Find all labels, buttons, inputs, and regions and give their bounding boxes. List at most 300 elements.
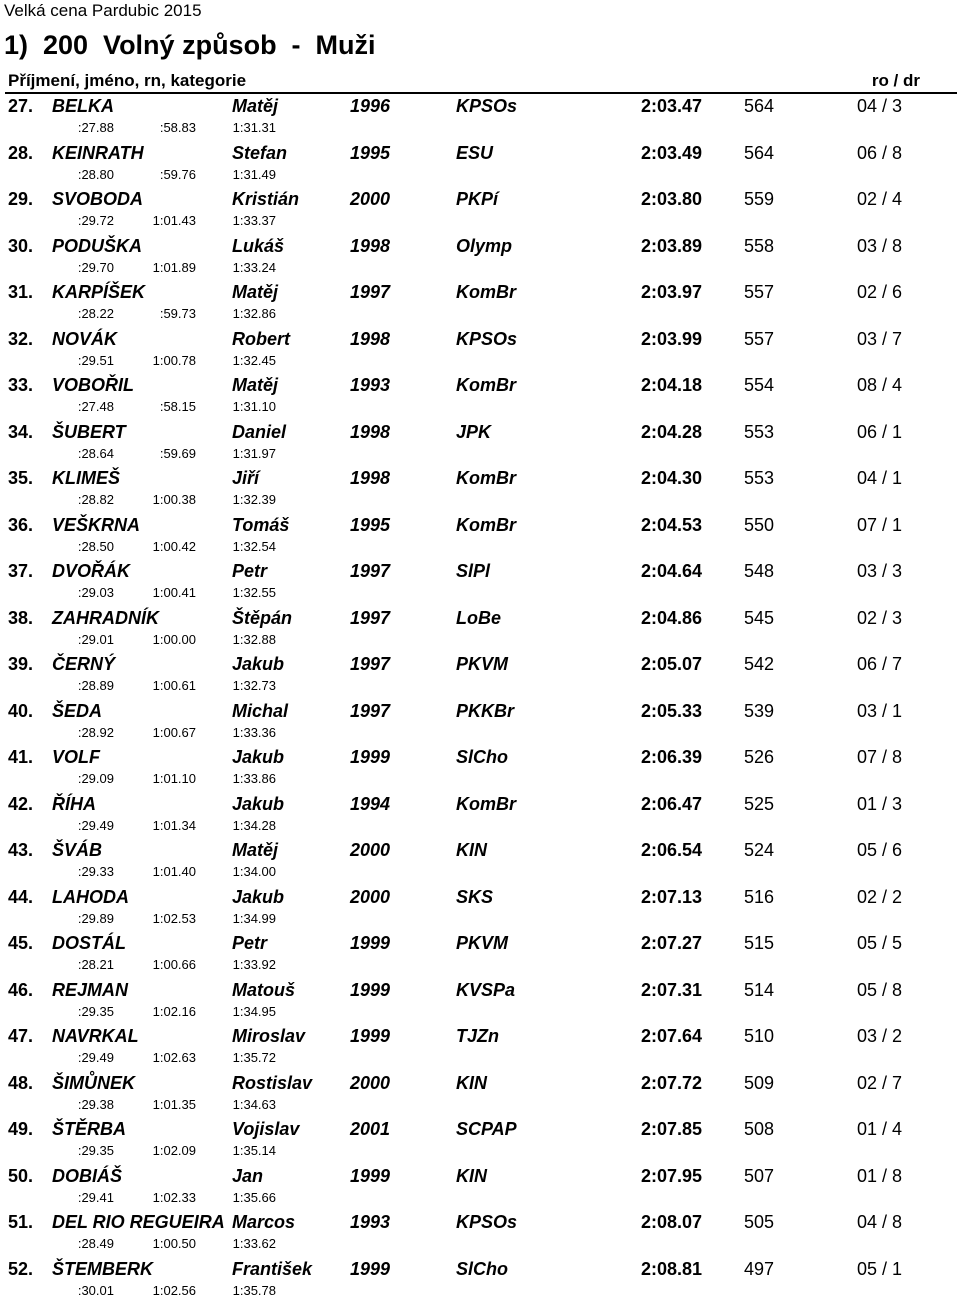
result-main-line (0, 793, 960, 817)
result-splits (0, 1283, 960, 1299)
result-main-line (0, 328, 960, 352)
result-birth-year: 1998 (350, 422, 390, 443)
result-surname: KARPÍŠEK (52, 282, 145, 303)
result-main-line (0, 1118, 960, 1142)
result-main-line (0, 421, 960, 445)
result-time: 2:03.97 (562, 282, 702, 303)
result-rank: 48. (8, 1073, 33, 1094)
result-splits (0, 213, 960, 229)
result-club: Olymp (456, 236, 512, 257)
result-splits (0, 399, 960, 415)
result-points: 516 (744, 887, 774, 908)
split-time-1: :29.51 (62, 353, 114, 368)
result-heat-lane: 06 / 7 (857, 654, 902, 675)
result-surname: DOBIÁŠ (52, 1166, 122, 1187)
result-rank: 38. (8, 608, 33, 629)
result-time: 2:08.07 (562, 1212, 702, 1233)
split-time-2: 1:00.42 (140, 539, 196, 554)
result-first-name: Tomáš (232, 515, 289, 536)
result-birth-year: 1996 (350, 96, 390, 117)
result-club: SlCho (456, 1259, 508, 1280)
result-club: KomBr (456, 282, 516, 303)
result-heat-lane: 04 / 3 (857, 96, 902, 117)
result-points: 545 (744, 608, 774, 629)
split-time-3: 1:35.66 (222, 1190, 276, 1205)
result-points: 559 (744, 189, 774, 210)
result-splits (0, 818, 960, 834)
result-points: 554 (744, 375, 774, 396)
result-club: KIN (456, 1166, 487, 1187)
result-time: 2:04.18 (562, 375, 702, 396)
result-birth-year: 1999 (350, 747, 390, 768)
result-splits (0, 725, 960, 741)
result-first-name: Rostislav (232, 1073, 312, 1094)
result-club: SlCho (456, 747, 508, 768)
result-birth-year: 1999 (350, 933, 390, 954)
result-main-line (0, 607, 960, 631)
result-first-name: František (232, 1259, 312, 1280)
result-points: 497 (744, 1259, 774, 1280)
split-time-2: 1:02.63 (140, 1050, 196, 1065)
result-surname: ŠVÁB (52, 840, 102, 861)
result-rank: 46. (8, 980, 33, 1001)
split-time-2: :59.69 (140, 446, 196, 461)
split-time-2: 1:00.66 (140, 957, 196, 972)
result-entry (0, 328, 960, 375)
result-splits (0, 1190, 960, 1206)
split-time-2: :59.76 (140, 167, 196, 182)
result-splits (0, 120, 960, 136)
result-birth-year: 1997 (350, 282, 390, 303)
result-rank: 40. (8, 701, 33, 722)
result-birth-year: 1997 (350, 701, 390, 722)
result-main-line (0, 281, 960, 305)
result-splits (0, 1236, 960, 1252)
split-time-3: 1:32.73 (222, 678, 276, 693)
result-rank: 34. (8, 422, 33, 443)
result-entry (0, 1211, 960, 1258)
result-time: 2:07.72 (562, 1073, 702, 1094)
result-club: KIN (456, 1073, 487, 1094)
result-birth-year: 1993 (350, 375, 390, 396)
result-time: 2:03.80 (562, 189, 702, 210)
result-points: 525 (744, 794, 774, 815)
result-entry (0, 142, 960, 189)
page-header-title: Velká cena Pardubic 2015 (4, 1, 202, 21)
result-main-line (0, 467, 960, 491)
result-main-line (0, 95, 960, 119)
result-heat-lane: 01 / 4 (857, 1119, 902, 1140)
result-first-name: Petr (232, 933, 267, 954)
result-time: 2:04.30 (562, 468, 702, 489)
split-time-3: 1:31.49 (222, 167, 276, 182)
split-time-3: 1:32.45 (222, 353, 276, 368)
result-splits (0, 1143, 960, 1159)
result-heat-lane: 03 / 3 (857, 561, 902, 582)
split-time-1: :29.01 (62, 632, 114, 647)
result-first-name: Matěj (232, 375, 278, 396)
split-time-3: 1:31.31 (222, 120, 276, 135)
result-surname: KEINRATH (52, 143, 144, 164)
result-heat-lane: 08 / 4 (857, 375, 902, 396)
result-entry (0, 560, 960, 607)
result-club: SKS (456, 887, 493, 908)
result-time: 2:07.95 (562, 1166, 702, 1187)
result-main-line (0, 979, 960, 1003)
result-heat-lane: 05 / 1 (857, 1259, 902, 1280)
result-entry (0, 1258, 960, 1304)
result-surname: VOBOŘIL (52, 375, 134, 396)
result-surname: KLIMEŠ (52, 468, 120, 489)
result-entry (0, 281, 960, 328)
result-entry (0, 979, 960, 1026)
result-points: 507 (744, 1166, 774, 1187)
result-points: 558 (744, 236, 774, 257)
split-time-1: :28.92 (62, 725, 114, 740)
result-rank: 35. (8, 468, 33, 489)
result-birth-year: 2000 (350, 1073, 390, 1094)
result-splits (0, 585, 960, 601)
result-first-name: Daniel (232, 422, 286, 443)
result-rank: 45. (8, 933, 33, 954)
result-rank: 49. (8, 1119, 33, 1140)
split-time-2: 1:00.67 (140, 725, 196, 740)
result-birth-year: 1997 (350, 561, 390, 582)
result-points: 505 (744, 1212, 774, 1233)
result-rank: 36. (8, 515, 33, 536)
column-header-right: ro / dr (872, 71, 920, 91)
result-points: 548 (744, 561, 774, 582)
result-surname: ŠTEMBERK (52, 1259, 153, 1280)
split-time-3: 1:32.39 (222, 492, 276, 507)
result-rank: 42. (8, 794, 33, 815)
result-club: KPSOs (456, 1212, 517, 1233)
result-surname: NAVRKAL (52, 1026, 139, 1047)
split-time-2: :58.83 (140, 120, 196, 135)
result-club: KomBr (456, 794, 516, 815)
split-time-1: :28.89 (62, 678, 114, 693)
result-rank: 31. (8, 282, 33, 303)
result-heat-lane: 05 / 6 (857, 840, 902, 861)
result-first-name: Matěj (232, 282, 278, 303)
result-points: 557 (744, 329, 774, 350)
result-time: 2:05.33 (562, 701, 702, 722)
split-time-3: 1:34.63 (222, 1097, 276, 1112)
result-main-line (0, 886, 960, 910)
result-surname: ŠEDA (52, 701, 102, 722)
result-entry (0, 793, 960, 840)
result-splits (0, 864, 960, 880)
result-time: 2:07.85 (562, 1119, 702, 1140)
result-main-line (0, 839, 960, 863)
result-points: 539 (744, 701, 774, 722)
result-birth-year: 1998 (350, 236, 390, 257)
result-birth-year: 1997 (350, 654, 390, 675)
result-first-name: Petr (232, 561, 267, 582)
result-splits (0, 911, 960, 927)
split-time-3: 1:31.97 (222, 446, 276, 461)
result-time: 2:07.31 (562, 980, 702, 1001)
split-time-2: :59.73 (140, 306, 196, 321)
result-points: 524 (744, 840, 774, 861)
split-time-2: 1:02.56 (140, 1283, 196, 1298)
result-entry (0, 839, 960, 886)
result-rank: 39. (8, 654, 33, 675)
split-time-1: :29.49 (62, 818, 114, 833)
result-rank: 41. (8, 747, 33, 768)
split-time-1: :29.03 (62, 585, 114, 600)
result-time: 2:04.28 (562, 422, 702, 443)
result-club: KomBr (456, 375, 516, 396)
result-club: PKVM (456, 654, 508, 675)
result-points: 553 (744, 422, 774, 443)
result-time: 2:05.07 (562, 654, 702, 675)
result-points: 557 (744, 282, 774, 303)
result-birth-year: 1999 (350, 980, 390, 1001)
result-first-name: Kristián (232, 189, 299, 210)
result-splits (0, 260, 960, 276)
split-time-3: 1:33.37 (222, 213, 276, 228)
result-club: LoBe (456, 608, 501, 629)
result-club: ESU (456, 143, 493, 164)
result-heat-lane: 02 / 3 (857, 608, 902, 629)
result-first-name: Miroslav (232, 1026, 305, 1047)
split-time-1: :28.50 (62, 539, 114, 554)
result-birth-year: 2000 (350, 887, 390, 908)
split-time-1: :28.64 (62, 446, 114, 461)
result-main-line (0, 653, 960, 677)
result-time: 2:04.53 (562, 515, 702, 536)
result-surname: LAHODA (52, 887, 129, 908)
result-time: 2:03.99 (562, 329, 702, 350)
split-time-1: :29.70 (62, 260, 114, 275)
result-splits (0, 957, 960, 973)
result-time: 2:08.81 (562, 1259, 702, 1280)
result-splits (0, 771, 960, 787)
result-heat-lane: 05 / 5 (857, 933, 902, 954)
result-club: PKVM (456, 933, 508, 954)
split-time-3: 1:33.36 (222, 725, 276, 740)
result-surname: BELKA (52, 96, 114, 117)
result-rank: 44. (8, 887, 33, 908)
result-surname: DVOŘÁK (52, 561, 130, 582)
split-time-1: :28.82 (62, 492, 114, 507)
result-heat-lane: 03 / 1 (857, 701, 902, 722)
result-main-line (0, 1072, 960, 1096)
result-splits (0, 306, 960, 322)
result-points: 514 (744, 980, 774, 1001)
result-entry (0, 95, 960, 142)
result-heat-lane: 07 / 1 (857, 515, 902, 536)
split-time-1: :29.33 (62, 864, 114, 879)
result-main-line (0, 700, 960, 724)
result-entry (0, 467, 960, 514)
result-birth-year: 1995 (350, 143, 390, 164)
result-rank: 47. (8, 1026, 33, 1047)
result-splits (0, 678, 960, 694)
result-entry (0, 653, 960, 700)
result-entry (0, 1118, 960, 1165)
split-time-2: 1:01.34 (140, 818, 196, 833)
split-time-1: :29.38 (62, 1097, 114, 1112)
result-splits (0, 446, 960, 462)
result-main-line (0, 746, 960, 770)
result-entry (0, 235, 960, 282)
result-birth-year: 1999 (350, 1259, 390, 1280)
result-surname: ZAHRADNÍK (52, 608, 159, 629)
result-time: 2:03.47 (562, 96, 702, 117)
split-time-1: :29.41 (62, 1190, 114, 1205)
split-time-1: :29.89 (62, 911, 114, 926)
result-rank: 52. (8, 1259, 33, 1280)
result-points: 553 (744, 468, 774, 489)
split-time-1: :28.22 (62, 306, 114, 321)
split-time-3: 1:34.28 (222, 818, 276, 833)
result-first-name: Jakub (232, 794, 284, 815)
result-time: 2:03.89 (562, 236, 702, 257)
result-birth-year: 1995 (350, 515, 390, 536)
result-first-name: Stefan (232, 143, 287, 164)
result-club: KomBr (456, 468, 516, 489)
result-entry (0, 188, 960, 235)
result-birth-year: 1999 (350, 1026, 390, 1047)
result-first-name: Michal (232, 701, 288, 722)
result-first-name: Robert (232, 329, 290, 350)
result-main-line (0, 514, 960, 538)
result-entry (0, 1165, 960, 1212)
result-surname: DEL RIO REGUEIRA (52, 1212, 225, 1233)
result-birth-year: 1998 (350, 329, 390, 350)
result-surname: ŠTĚRBA (52, 1119, 126, 1140)
result-splits (0, 353, 960, 369)
result-heat-lane: 02 / 2 (857, 887, 902, 908)
result-heat-lane: 02 / 6 (857, 282, 902, 303)
result-birth-year: 2000 (350, 189, 390, 210)
split-time-3: 1:35.72 (222, 1050, 276, 1065)
split-time-3: 1:32.55 (222, 585, 276, 600)
split-time-2: 1:01.40 (140, 864, 196, 879)
split-time-2: 1:01.43 (140, 213, 196, 228)
split-time-1: :29.35 (62, 1004, 114, 1019)
result-surname: VOLF (52, 747, 100, 768)
result-heat-lane: 01 / 8 (857, 1166, 902, 1187)
result-birth-year: 1999 (350, 1166, 390, 1187)
result-club: SlPl (456, 561, 490, 582)
result-points: 564 (744, 96, 774, 117)
result-time: 2:07.27 (562, 933, 702, 954)
result-rank: 28. (8, 143, 33, 164)
split-time-2: 1:02.53 (140, 911, 196, 926)
result-club: JPK (456, 422, 491, 443)
header-divider (5, 92, 957, 94)
result-surname: VEŠKRNA (52, 515, 140, 536)
result-rank: 43. (8, 840, 33, 861)
result-points: 515 (744, 933, 774, 954)
split-time-1: :27.88 (62, 120, 114, 135)
result-surname: PODUŠKA (52, 236, 142, 257)
result-heat-lane: 01 / 3 (857, 794, 902, 815)
column-header-left: Příjmení, jméno, rn, kategorie (8, 71, 246, 90)
result-heat-lane: 04 / 1 (857, 468, 902, 489)
result-splits (0, 1097, 960, 1113)
result-heat-lane: 04 / 8 (857, 1212, 902, 1233)
result-heat-lane: 03 / 2 (857, 1026, 902, 1047)
result-entry (0, 421, 960, 468)
result-main-line (0, 1025, 960, 1049)
result-surname: DOSTÁL (52, 933, 126, 954)
result-first-name: Jakub (232, 887, 284, 908)
result-first-name: Jiří (232, 468, 259, 489)
result-splits (0, 1050, 960, 1066)
result-club: KPSOs (456, 329, 517, 350)
result-points: 508 (744, 1119, 774, 1140)
split-time-2: 1:00.41 (140, 585, 196, 600)
result-splits (0, 492, 960, 508)
split-time-1: :29.35 (62, 1143, 114, 1158)
split-time-2: 1:02.16 (140, 1004, 196, 1019)
result-entry (0, 932, 960, 979)
result-entry (0, 700, 960, 747)
result-points: 542 (744, 654, 774, 675)
split-time-1: :28.80 (62, 167, 114, 182)
split-time-2: 1:01.89 (140, 260, 196, 275)
result-rank: 37. (8, 561, 33, 582)
split-time-2: 1:00.00 (140, 632, 196, 647)
result-splits (0, 539, 960, 555)
split-time-1: :28.49 (62, 1236, 114, 1251)
result-heat-lane: 06 / 8 (857, 143, 902, 164)
result-surname: ŠIMŮNEK (52, 1073, 135, 1094)
result-main-line (0, 560, 960, 584)
split-time-3: 1:33.86 (222, 771, 276, 786)
result-surname: SVOBODA (52, 189, 143, 210)
split-time-3: 1:35.78 (222, 1283, 276, 1298)
result-time: 2:04.64 (562, 561, 702, 582)
result-surname: NOVÁK (52, 329, 117, 350)
result-heat-lane: 05 / 8 (857, 980, 902, 1001)
result-rank: 29. (8, 189, 33, 210)
result-first-name: Jakub (232, 654, 284, 675)
result-heat-lane: 03 / 8 (857, 236, 902, 257)
result-first-name: Matěj (232, 96, 278, 117)
result-main-line (0, 188, 960, 212)
split-time-1: :29.72 (62, 213, 114, 228)
split-time-3: 1:33.24 (222, 260, 276, 275)
result-surname: REJMAN (52, 980, 128, 1001)
result-first-name: Štěpán (232, 608, 292, 629)
column-header (8, 71, 954, 91)
result-club: KIN (456, 840, 487, 861)
result-time: 2:06.54 (562, 840, 702, 861)
result-time: 2:07.13 (562, 887, 702, 908)
result-rank: 33. (8, 375, 33, 396)
split-time-2: 1:02.33 (140, 1190, 196, 1205)
split-time-1: :29.09 (62, 771, 114, 786)
result-rank: 30. (8, 236, 33, 257)
result-heat-lane: 03 / 7 (857, 329, 902, 350)
split-time-2: 1:00.38 (140, 492, 196, 507)
result-main-line (0, 374, 960, 398)
split-time-3: 1:34.99 (222, 911, 276, 926)
split-time-1: :30.01 (62, 1283, 114, 1298)
result-club: SCPAP (456, 1119, 517, 1140)
result-main-line (0, 1165, 960, 1189)
result-entry (0, 886, 960, 933)
result-splits (0, 632, 960, 648)
split-time-3: 1:32.88 (222, 632, 276, 647)
split-time-3: 1:32.86 (222, 306, 276, 321)
result-heat-lane: 06 / 1 (857, 422, 902, 443)
